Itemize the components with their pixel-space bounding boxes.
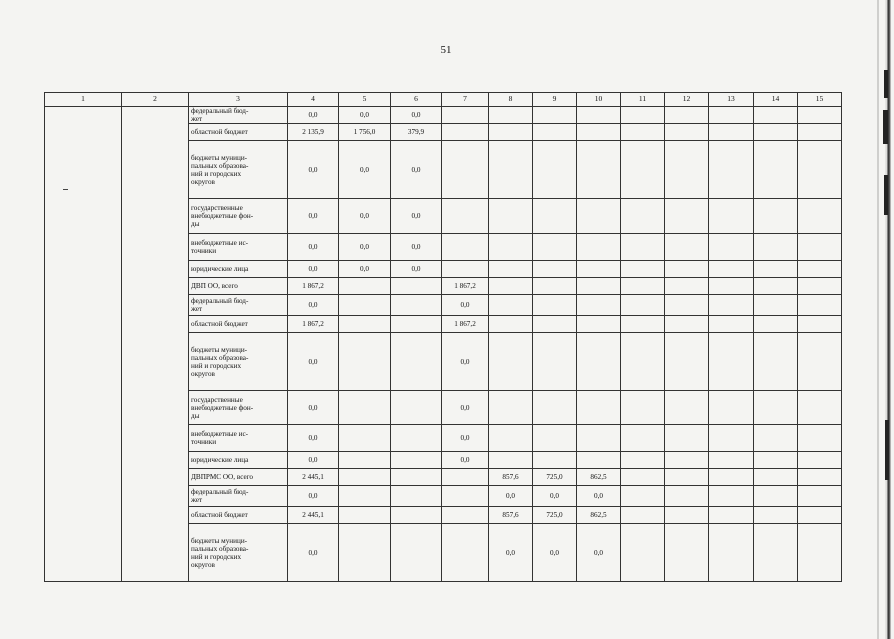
table-cell (798, 524, 842, 582)
table-cell: 0,0 (288, 524, 339, 582)
table-cell: 725,0 (533, 469, 577, 486)
table-cell (665, 141, 709, 199)
table-cell: 0,0 (339, 261, 391, 278)
table-cell (489, 425, 533, 452)
table-cell: 0,0 (442, 452, 489, 469)
table-cell: 0,0 (391, 234, 442, 261)
column-header: 7 (442, 93, 489, 107)
table-cell (533, 391, 577, 425)
table-cell: 0,0 (442, 391, 489, 425)
table-cell (489, 333, 533, 391)
table-cell (709, 199, 754, 234)
column-header: 6 (391, 93, 442, 107)
table-cell (577, 107, 621, 124)
row-label: федеральный бюд- жет (189, 486, 288, 507)
table-cell (621, 278, 665, 295)
table-cell (442, 469, 489, 486)
table-cell (621, 234, 665, 261)
table-cell (709, 295, 754, 316)
table-cell: 0,0 (288, 425, 339, 452)
table-cell (577, 333, 621, 391)
table-cell: 725,0 (533, 507, 577, 524)
table-cell (621, 199, 665, 234)
table-cell: 2 445,1 (288, 469, 339, 486)
table-cell (754, 316, 798, 333)
table-cell (391, 524, 442, 582)
table-cell: 0,0 (288, 295, 339, 316)
row-label: внебюджетные ис- точники (189, 425, 288, 452)
table-cell (533, 234, 577, 261)
table-cell (339, 316, 391, 333)
table-cell (798, 486, 842, 507)
table-cell: 1 867,2 (442, 278, 489, 295)
table-cell (339, 452, 391, 469)
table-cell (665, 234, 709, 261)
table-cell (489, 452, 533, 469)
table-cell (709, 524, 754, 582)
table-cell (665, 391, 709, 425)
table-cell (442, 199, 489, 234)
table-cell (339, 507, 391, 524)
table-cell (391, 425, 442, 452)
table-cell (621, 391, 665, 425)
table-cell (577, 278, 621, 295)
table-cell: 0,0 (288, 199, 339, 234)
executor-cell (122, 107, 189, 582)
table-cell (621, 486, 665, 507)
table-cell (665, 469, 709, 486)
row-label: областной бюджет (189, 316, 288, 333)
table-cell (489, 234, 533, 261)
table-cell (339, 486, 391, 507)
table-cell (442, 486, 489, 507)
scan-mark (883, 110, 888, 144)
table-cell: 857,6 (489, 469, 533, 486)
table-cell (709, 124, 754, 141)
table-cell (754, 124, 798, 141)
table-cell (577, 425, 621, 452)
table-cell: 379,9 (391, 124, 442, 141)
table-cell (621, 425, 665, 452)
table-cell (391, 295, 442, 316)
table-cell (533, 278, 577, 295)
table-cell: 0,0 (533, 524, 577, 582)
table-cell (754, 199, 798, 234)
row-label: государственные внебюджетные фон- ды (189, 199, 288, 234)
table-cell (621, 333, 665, 391)
table-cell: 0,0 (288, 107, 339, 124)
table-cell (533, 124, 577, 141)
row-label: ДВПРМС ОО, всего (189, 469, 288, 486)
table-cell (709, 391, 754, 425)
table-cell: 0,0 (391, 107, 442, 124)
row-label: бюджеты муници- пальных образова- ний и городских округов (189, 141, 288, 199)
table-cell (665, 107, 709, 124)
table-cell (798, 452, 842, 469)
page-number: 51 (440, 44, 452, 56)
table-cell (798, 278, 842, 295)
table-cell (798, 261, 842, 278)
program-cell (45, 107, 122, 582)
table-cell (665, 524, 709, 582)
table-cell (533, 107, 577, 124)
table-cell (442, 261, 489, 278)
table-cell (577, 452, 621, 469)
table-cell (533, 295, 577, 316)
table-cell (339, 469, 391, 486)
scan-mark (884, 175, 888, 215)
table-cell (489, 199, 533, 234)
table-cell: 0,0 (442, 295, 489, 316)
table-row (45, 107, 842, 124)
table-body (45, 107, 842, 582)
table-cell (798, 507, 842, 524)
table-cell (709, 141, 754, 199)
table-cell (709, 333, 754, 391)
column-header: 1 (45, 93, 122, 107)
table-cell (798, 425, 842, 452)
table-cell (489, 124, 533, 141)
table-cell (577, 391, 621, 425)
table-cell (533, 199, 577, 234)
table-cell: 0,0 (577, 486, 621, 507)
table-cell (754, 234, 798, 261)
table-cell (442, 507, 489, 524)
table-cell (709, 234, 754, 261)
table-cell (339, 524, 391, 582)
table-cell (798, 199, 842, 234)
column-header: 11 (621, 93, 665, 107)
table-cell: 1 867,2 (288, 316, 339, 333)
table-cell: 2 135,9 (288, 124, 339, 141)
table-cell: 0,0 (339, 141, 391, 199)
table-cell (665, 278, 709, 295)
table-cell (533, 261, 577, 278)
column-header: 14 (754, 93, 798, 107)
table-cell (489, 261, 533, 278)
table-cell (533, 452, 577, 469)
table-cell: 1 867,2 (442, 316, 489, 333)
table-cell: 0,0 (391, 199, 442, 234)
table-cell (391, 486, 442, 507)
table-cell (798, 295, 842, 316)
row-label: федеральный бюд- жет (189, 107, 288, 124)
row-label: областной бюджет (189, 124, 288, 141)
table-cell (665, 124, 709, 141)
table-cell (489, 278, 533, 295)
table-cell (798, 124, 842, 141)
scan-mark (884, 70, 888, 98)
table-cell (577, 295, 621, 316)
table-cell (621, 107, 665, 124)
table-cell (621, 524, 665, 582)
table-cell (577, 124, 621, 141)
table-cell: 862,5 (577, 507, 621, 524)
table-cell (709, 452, 754, 469)
table-cell (621, 452, 665, 469)
table-cell (665, 507, 709, 524)
table-cell (754, 295, 798, 316)
table-cell (798, 469, 842, 486)
table-cell: 0,0 (489, 486, 533, 507)
table-cell (754, 391, 798, 425)
table-cell (442, 524, 489, 582)
table-cell (754, 278, 798, 295)
table-cell (754, 107, 798, 124)
table-cell (665, 333, 709, 391)
column-header: 9 (533, 93, 577, 107)
table-cell: 862,5 (577, 469, 621, 486)
table-cell (665, 199, 709, 234)
table-cell (709, 486, 754, 507)
table-cell (754, 141, 798, 199)
table-cell (577, 234, 621, 261)
column-header: 15 (798, 93, 842, 107)
table-cell: 0,0 (533, 486, 577, 507)
table-cell (709, 316, 754, 333)
table-cell: 1 867,2 (288, 278, 339, 295)
column-header: 3 (189, 93, 288, 107)
table-cell (621, 124, 665, 141)
table-cell: 2 445,1 (288, 507, 339, 524)
table-cell (798, 391, 842, 425)
table-cell (533, 141, 577, 199)
table-cell (709, 507, 754, 524)
table-cell (442, 141, 489, 199)
table-cell (391, 278, 442, 295)
table-cell (665, 452, 709, 469)
budget-table (44, 92, 842, 582)
table-cell (754, 524, 798, 582)
row-label: областной бюджет (189, 507, 288, 524)
table-cell (489, 391, 533, 425)
table-cell (442, 234, 489, 261)
table-cell (391, 316, 442, 333)
table-cell: 0,0 (288, 333, 339, 391)
table-cell (489, 295, 533, 316)
table-cell (533, 333, 577, 391)
table-cell (339, 278, 391, 295)
table-cell: 0,0 (288, 486, 339, 507)
table-cell: 0,0 (288, 141, 339, 199)
table-cell: 0,0 (577, 524, 621, 582)
table-header-row (45, 93, 842, 107)
table-cell: 0,0 (288, 452, 339, 469)
table-cell (442, 124, 489, 141)
table-cell (621, 295, 665, 316)
table-cell (577, 141, 621, 199)
table-cell (489, 141, 533, 199)
table-cell: 0,0 (288, 234, 339, 261)
row-label: государственные внебюджетные фон- ды (189, 391, 288, 425)
table-cell: 857,6 (489, 507, 533, 524)
table-cell (621, 469, 665, 486)
table-cell (754, 507, 798, 524)
table-cell (665, 295, 709, 316)
table-cell (621, 507, 665, 524)
table-cell (665, 261, 709, 278)
table-cell: 0,0 (489, 524, 533, 582)
table-cell (665, 316, 709, 333)
table-cell: 0,0 (288, 391, 339, 425)
column-header: 2 (122, 93, 189, 107)
table-cell (754, 486, 798, 507)
table-cell (621, 316, 665, 333)
table-cell (391, 333, 442, 391)
column-header: 12 (665, 93, 709, 107)
table-cell (798, 333, 842, 391)
scan-mark (885, 420, 889, 480)
table-cell (489, 316, 533, 333)
table-cell (489, 107, 533, 124)
table-cell (798, 107, 842, 124)
table-cell (442, 107, 489, 124)
table-cell (577, 261, 621, 278)
row-label: бюджеты муници- пальных образова- ний и городских округов (189, 524, 288, 582)
table-cell: 0,0 (339, 199, 391, 234)
table-cell (665, 486, 709, 507)
table-cell (621, 141, 665, 199)
table-cell (339, 333, 391, 391)
column-header: 5 (339, 93, 391, 107)
table-cell (754, 452, 798, 469)
row-label: федеральный бюд- жет (189, 295, 288, 316)
row-label: внебюджетные ис- точники (189, 234, 288, 261)
table-cell (339, 391, 391, 425)
table-cell (391, 391, 442, 425)
table-cell (709, 469, 754, 486)
table-cell: 0,0 (339, 234, 391, 261)
table-cell: 0,0 (288, 261, 339, 278)
table-cell (391, 452, 442, 469)
table-cell (533, 425, 577, 452)
column-header: 8 (489, 93, 533, 107)
column-header: 4 (288, 93, 339, 107)
table-cell: 0,0 (391, 141, 442, 199)
row-label: ДВП ОО, всего (189, 278, 288, 295)
table-cell (754, 261, 798, 278)
table-cell (754, 469, 798, 486)
table-cell: 0,0 (339, 107, 391, 124)
table-cell (577, 199, 621, 234)
table-cell (339, 425, 391, 452)
table-cell (709, 107, 754, 124)
column-header: 13 (709, 93, 754, 107)
table-cell (754, 425, 798, 452)
row-label: юридические лица (189, 452, 288, 469)
table-cell (391, 469, 442, 486)
table-cell (709, 278, 754, 295)
table-cell (339, 295, 391, 316)
table-cell (709, 261, 754, 278)
table-cell (577, 316, 621, 333)
table-cell (391, 507, 442, 524)
table-cell (533, 316, 577, 333)
column-header: 10 (577, 93, 621, 107)
row-label: юридические лица (189, 261, 288, 278)
table-cell: 0,0 (391, 261, 442, 278)
table-cell (798, 316, 842, 333)
scan-edge-shadow (877, 0, 879, 639)
table-cell (754, 333, 798, 391)
table-cell (709, 425, 754, 452)
table-cell (621, 261, 665, 278)
table-cell: 0,0 (442, 425, 489, 452)
table-cell (665, 425, 709, 452)
row-label: бюджеты муници- пальных образова- ний и городских округов (189, 333, 288, 391)
table-cell (798, 141, 842, 199)
table-cell: 1 756,0 (339, 124, 391, 141)
table-cell: 0,0 (442, 333, 489, 391)
table-cell (798, 234, 842, 261)
